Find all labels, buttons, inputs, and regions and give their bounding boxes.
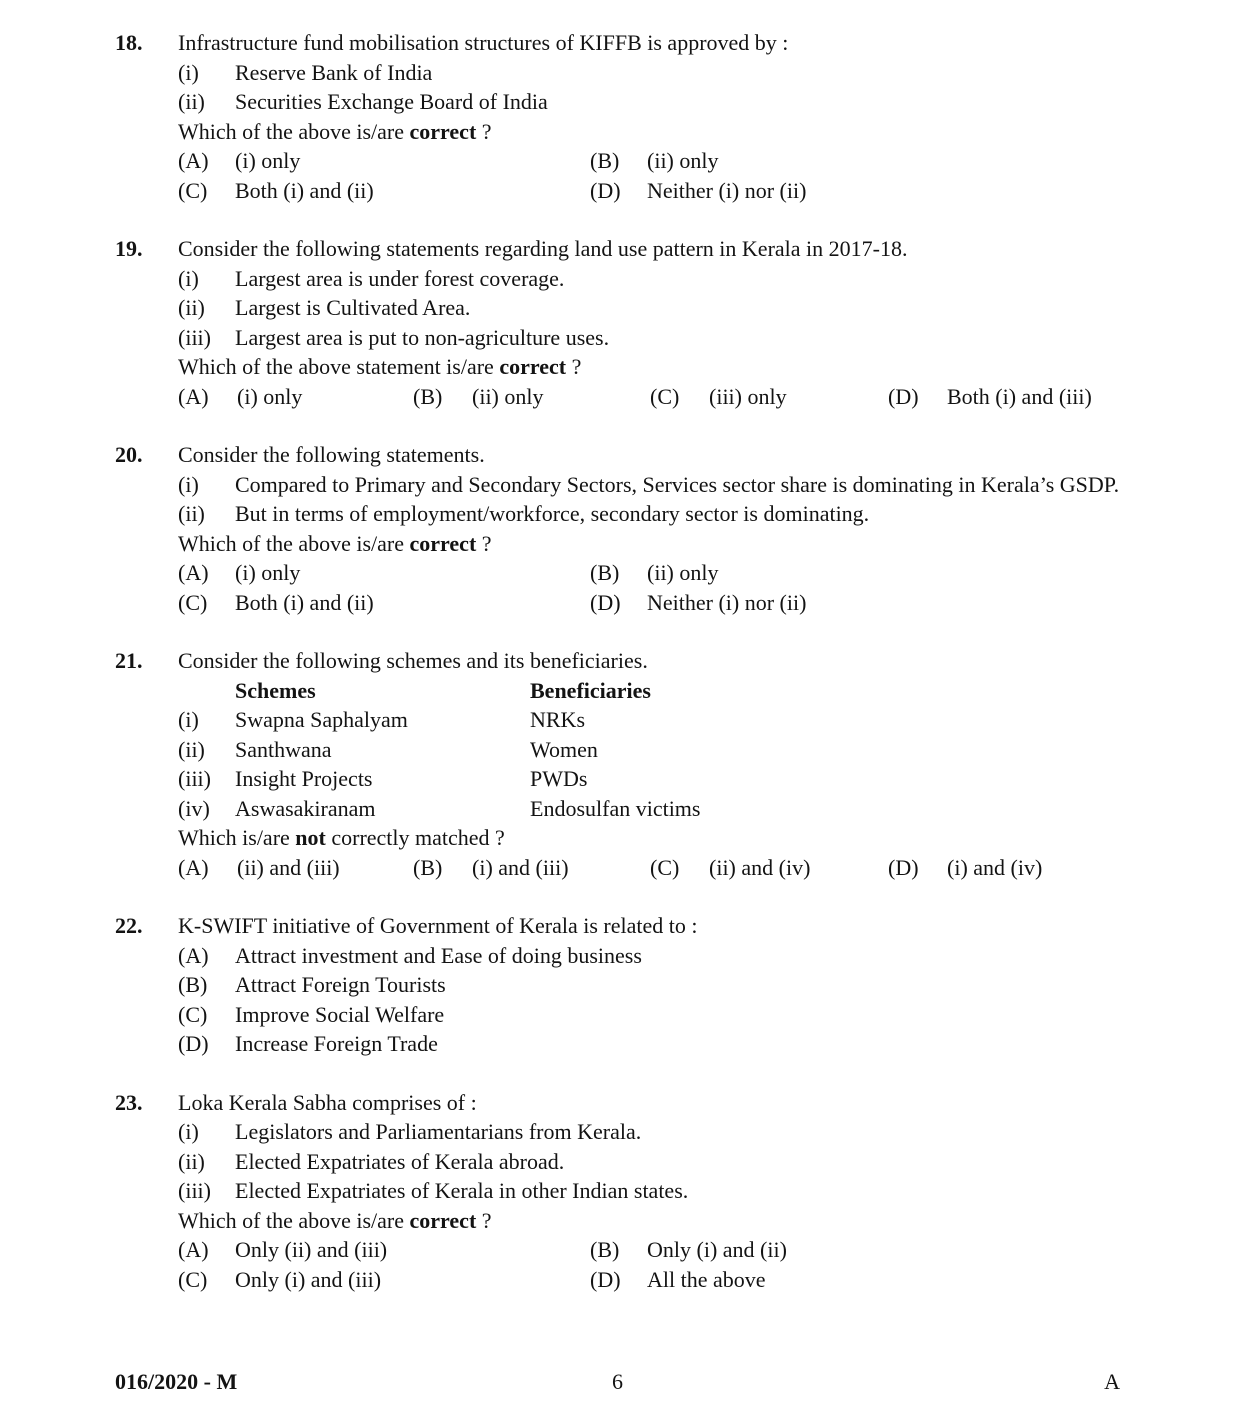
option-b: [590, 558, 1128, 588]
option-b: [590, 146, 1128, 176]
question-19: [115, 234, 1128, 411]
statement-row: [178, 1147, 1128, 1177]
scheme-row: [178, 735, 1128, 765]
option-d: [178, 1029, 1128, 1059]
option-a: [178, 1235, 590, 1265]
statement-text: Largest area is under forest coverage.: [235, 265, 565, 291]
question-number: 18.: [115, 30, 143, 55]
option-text: (ii) and (iii): [237, 854, 340, 880]
question-prompt: [178, 352, 1128, 382]
scheme-row: [178, 764, 1128, 794]
footer-page-number: 6: [612, 1369, 623, 1394]
option-text: (iii) only: [709, 383, 787, 409]
prompt-post-text: ?: [566, 354, 582, 379]
statement-label: (i): [178, 1119, 199, 1144]
beneficiary-name: Endosulfan victims: [530, 795, 701, 821]
question-text: Loka Kerala Sabha comprises of :: [178, 1089, 477, 1115]
prompt-pre-text: Which of the above is/are: [178, 1207, 410, 1233]
option-text: (i) only: [237, 383, 303, 409]
scheme-name: Aswasakiranam: [235, 795, 376, 821]
prompt-keyword: not: [295, 825, 326, 850]
options-grid: [178, 558, 1128, 617]
option-text: (ii) only: [472, 383, 544, 409]
option-text: Only (i) and (ii): [647, 1237, 787, 1262]
footer-booklet-code: A: [1104, 1369, 1120, 1394]
option-text: Improve Social Welfare: [235, 1001, 445, 1027]
scheme-row-label: (iii): [178, 766, 211, 791]
option-c: [178, 588, 590, 618]
beneficiary-name: PWDs: [530, 766, 588, 791]
header-spacer: [178, 676, 235, 706]
option-d: [888, 382, 1128, 412]
option-label: (C): [178, 1266, 208, 1292]
statement-text: Elected Expatriates of Kerala in other Indian states.: [235, 1178, 689, 1203]
option-text: Neither (i) nor (ii): [647, 177, 807, 203]
prompt-post-text: correctly matched ?: [325, 825, 505, 850]
question-prompt: [178, 823, 1128, 853]
option-text: Increase Foreign Trade: [235, 1031, 438, 1056]
prompt-pre-text: Which of the above statement is/are: [178, 354, 500, 379]
statement-label: (iii): [178, 1178, 211, 1203]
option-b: [413, 853, 650, 883]
option-text: Attract investment and Ease of doing business: [235, 942, 642, 968]
statement-text: Largest area is put to non-agriculture uses.: [235, 324, 610, 350]
option-label: (A): [178, 942, 209, 968]
option-label: (D): [888, 383, 919, 409]
option-text: Only (ii) and (iii): [235, 1237, 388, 1262]
option-label: (D): [590, 589, 621, 615]
statement-label: (ii): [178, 1148, 205, 1174]
statement-label: (ii): [178, 295, 205, 320]
statement-text: Securities Exchange Board of India: [235, 89, 548, 114]
prompt-keyword: correct: [409, 118, 477, 144]
statement-text: Largest is Cultivated Area.: [235, 295, 471, 320]
beneficiary-name: NRKs: [530, 707, 586, 732]
option-c: [650, 853, 888, 883]
option-label: (A): [178, 560, 209, 585]
question-body: [178, 28, 1128, 205]
option-label: (D): [178, 1031, 209, 1056]
option-text: (i) and (iii): [472, 854, 569, 880]
question-number: 19.: [115, 236, 143, 261]
question-body: [178, 1088, 1128, 1295]
statement-label: (i): [178, 59, 199, 85]
option-label: (C): [178, 589, 208, 615]
question-number: 20.: [115, 442, 143, 467]
question-text: K-SWIFT initiative of Government of Kerala is related to :: [178, 913, 698, 938]
option-label: (C): [178, 177, 208, 203]
scheme-name: Insight Projects: [235, 766, 373, 791]
option-d: [590, 1265, 1128, 1295]
option-label: (A): [178, 1237, 209, 1262]
option-b: [590, 1235, 1128, 1265]
option-a: [178, 146, 590, 176]
options-grid: [178, 1235, 1128, 1294]
question-text: Infrastructure fund mobilisation structures of KIFFB is approved by :: [178, 30, 789, 55]
prompt-pre-text: Which of the above is/are: [178, 530, 410, 556]
statement-row: [178, 58, 1128, 88]
option-c: [178, 1000, 1128, 1030]
question-body: [178, 234, 1128, 411]
question-number: 22.: [115, 913, 143, 938]
option-c: [178, 1265, 590, 1295]
option-text: Attract Foreign Tourists: [235, 972, 446, 997]
statement-label: (ii): [178, 501, 205, 526]
statement-row: [178, 293, 1128, 323]
statement-row: [178, 470, 1128, 500]
options-grid: [178, 853, 1128, 883]
statement-row: [178, 323, 1128, 353]
option-label: (C): [650, 854, 680, 880]
options-grid: [178, 382, 1128, 412]
option-text: Both (i) and (ii): [235, 177, 374, 203]
option-label: (D): [590, 177, 621, 203]
scheme-row: [178, 705, 1128, 735]
option-text: (ii) only: [647, 148, 719, 173]
scheme-name: Swapna Saphalyam: [235, 707, 408, 732]
statement-label: (ii): [178, 89, 205, 114]
statement-text: But in terms of employment/workforce, secondary sector is dominating.: [235, 501, 870, 526]
schemes-column-header: Schemes: [235, 677, 316, 703]
option-text: Neither (i) nor (ii): [647, 589, 807, 615]
option-label: (C): [178, 1001, 208, 1027]
option-label: (B): [590, 148, 620, 173]
prompt-post-text: ?: [476, 530, 492, 556]
question-18: [115, 28, 1128, 205]
question-number: 21.: [115, 648, 143, 673]
beneficiary-name: Women: [530, 736, 598, 762]
question-text: Consider the following statements regarding land use pattern in Kerala in 2017-18.: [178, 236, 908, 261]
option-b: [413, 382, 650, 412]
statement-text: Compared to Primary and Secondary Sectors, Services sector share is dominating in Kerala’s GSDP.: [235, 471, 1120, 497]
statement-text: Elected Expatriates of Kerala abroad.: [235, 1148, 565, 1174]
statement-row: [178, 1176, 1128, 1206]
beneficiaries-column-header: Beneficiaries: [530, 677, 651, 703]
statement-text: Reserve Bank of India: [235, 59, 433, 85]
option-label: (B): [413, 854, 443, 880]
option-label: (D): [888, 854, 919, 880]
statement-row: [178, 264, 1128, 294]
prompt-pre-text: Which is/are: [178, 825, 296, 850]
option-label: (A): [178, 148, 209, 173]
page-footer: [0, 1367, 1240, 1397]
scheme-row-label: (iv): [178, 795, 210, 821]
footer-doc-code: 016/2020 - M: [115, 1369, 238, 1394]
statement-label: (iii): [178, 324, 211, 350]
option-c: [178, 176, 590, 206]
option-text: (i) only: [235, 148, 301, 173]
option-text: (ii) and (iv): [709, 854, 811, 880]
question-prompt: [178, 529, 1128, 559]
question-body: [178, 911, 1128, 1059]
statement-label: (i): [178, 471, 199, 497]
question-text: Consider the following statements.: [178, 442, 485, 467]
option-label: (B): [413, 383, 443, 409]
question-number: 23.: [115, 1089, 143, 1115]
option-c: [650, 382, 888, 412]
question-body: [178, 440, 1128, 617]
option-text: (i) and (iv): [947, 854, 1043, 880]
option-a: [178, 853, 413, 883]
option-label: (A): [178, 854, 209, 880]
option-a: [178, 382, 413, 412]
question-20: [115, 440, 1128, 617]
question-body: [178, 646, 1128, 882]
option-label: (A): [178, 383, 209, 409]
statement-row: [178, 1117, 1128, 1147]
option-text: (i) only: [235, 560, 301, 585]
question-21: [115, 646, 1128, 882]
option-label: (B): [590, 1237, 620, 1262]
question-prompt: [178, 1206, 1128, 1236]
option-a: [178, 941, 1128, 971]
prompt-keyword: correct: [499, 354, 567, 379]
statement-row: [178, 87, 1128, 117]
question-23: [115, 1088, 1128, 1295]
option-text: (ii) only: [647, 560, 719, 585]
option-b: [178, 970, 1128, 1000]
option-label: (B): [590, 560, 620, 585]
option-d: [590, 176, 1128, 206]
scheme-name: Santhwana: [235, 736, 332, 762]
option-label: (C): [650, 383, 680, 409]
option-d: [590, 588, 1128, 618]
scheme-table-header: [178, 676, 1128, 706]
scheme-row: [178, 794, 1128, 824]
prompt-post-text: ?: [476, 118, 492, 144]
statement-text: Legislators and Parliamentarians from Kerala.: [235, 1119, 642, 1144]
options-grid: [178, 146, 1128, 205]
statement-label: (i): [178, 265, 199, 291]
question-prompt: [178, 117, 1128, 147]
prompt-keyword: correct: [409, 1207, 477, 1233]
scheme-row-label: (i): [178, 707, 199, 732]
option-text: Only (i) and (iii): [235, 1266, 382, 1292]
statement-row: [178, 499, 1128, 529]
option-text: Both (i) and (ii): [235, 589, 374, 615]
option-text: All the above: [647, 1266, 766, 1292]
scheme-row-label: (ii): [178, 736, 205, 762]
option-a: [178, 558, 590, 588]
prompt-post-text: ?: [476, 1207, 492, 1233]
option-label: (B): [178, 972, 208, 997]
prompt-keyword: correct: [409, 530, 477, 556]
option-label: (D): [590, 1266, 621, 1292]
option-d: [888, 853, 1128, 883]
question-22: [115, 911, 1128, 1059]
question-text: Consider the following schemes and its beneficiaries.: [178, 648, 648, 673]
option-text: Both (i) and (iii): [947, 383, 1092, 409]
prompt-pre-text: Which of the above is/are: [178, 118, 410, 144]
